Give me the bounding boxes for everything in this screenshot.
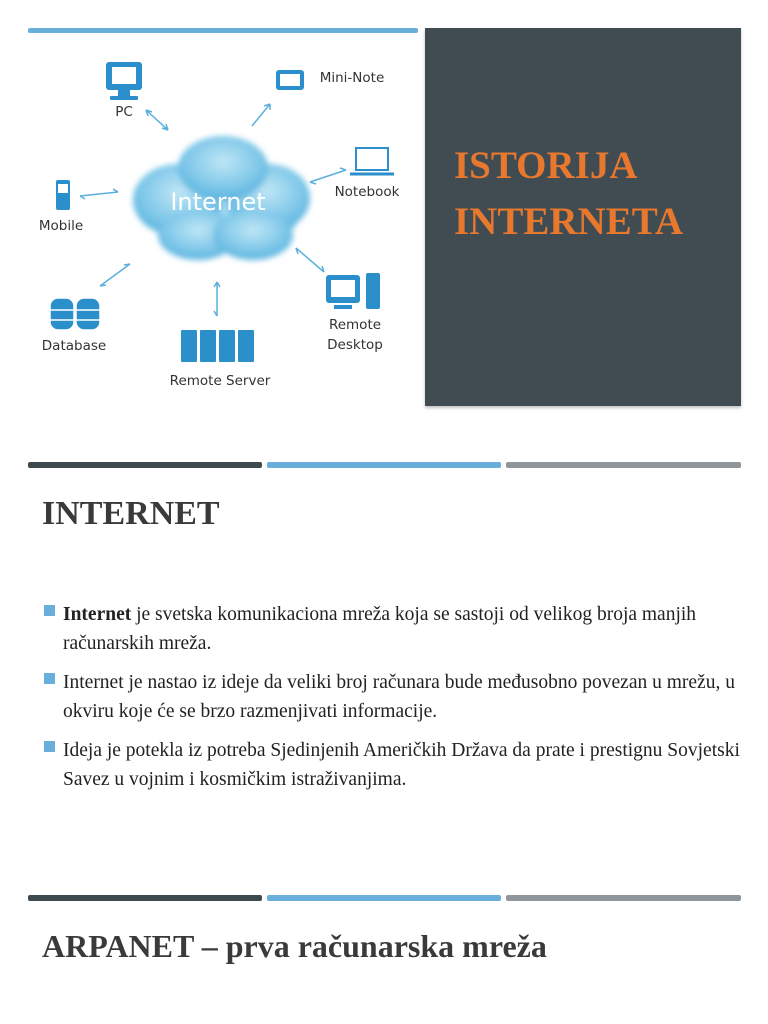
bullet-item — [44, 736, 744, 794]
remote-server-icon — [181, 330, 254, 362]
separator-grey — [506, 462, 741, 468]
remote-desktop-icon — [326, 273, 380, 309]
diagram-label-notebook: Notebook — [334, 184, 400, 200]
cloud-label: Internet — [170, 188, 266, 216]
slide3-heading: ARPANET – prva računarska mreža — [42, 928, 547, 964]
slide1-title-line2: INTERNETA — [454, 200, 683, 243]
diagram-label-pc: PC — [115, 104, 133, 120]
slide1-title — [454, 138, 683, 250]
square-bullet-icon — [44, 741, 55, 752]
separator-grey — [506, 895, 741, 901]
diagram-label-mininote: Mini-Note — [319, 70, 385, 86]
mobile-icon — [56, 180, 70, 210]
separator-dark — [28, 895, 262, 901]
separator-dark — [28, 462, 262, 468]
separator-blue — [267, 895, 501, 901]
diagram-label-remote-desktop-line2: Desktop — [327, 337, 383, 353]
bullet-bold-term: Internet — [63, 604, 132, 625]
bullet-text: je svetska komunikaciona mreža koja se sastoji od velikog broja manjih računarskih mreža. — [63, 604, 697, 654]
bullet-text: Internet je nastao iz ideje da veliki broj računara bude međusobno povezan u mrežu, u okviru koje će se brzo razmenjivati informacije. — [63, 672, 735, 722]
diagram-label-remote-server: Remote Server — [169, 373, 271, 389]
notebook-icon — [350, 148, 394, 174]
bullet-text: Ideja je potekla iz potreba Sjedinjenih Američkih Država da prate i prestignu Sovjetski Savez u vojnim i kosmičkim istraživanjima. — [63, 740, 740, 790]
slide1-title-line1: ISTORIJA — [454, 144, 638, 187]
square-bullet-icon — [44, 605, 55, 616]
mininote-icon — [276, 70, 304, 90]
bullet-item — [44, 600, 744, 658]
slide2-heading: INTERNET — [42, 495, 220, 532]
separator-blue — [267, 462, 501, 468]
bullet-item — [44, 668, 744, 726]
pc-icon — [106, 62, 142, 100]
diagram-label-database: Database — [41, 338, 107, 354]
square-bullet-icon — [44, 673, 55, 684]
slide1-top-accent-line — [28, 28, 418, 33]
diagram-label-mobile: Mobile — [38, 218, 84, 234]
database-icon — [50, 298, 100, 330]
diagram-label-remote-desktop-line1: Remote — [328, 317, 382, 333]
slide2-bullet-list — [44, 600, 744, 804]
